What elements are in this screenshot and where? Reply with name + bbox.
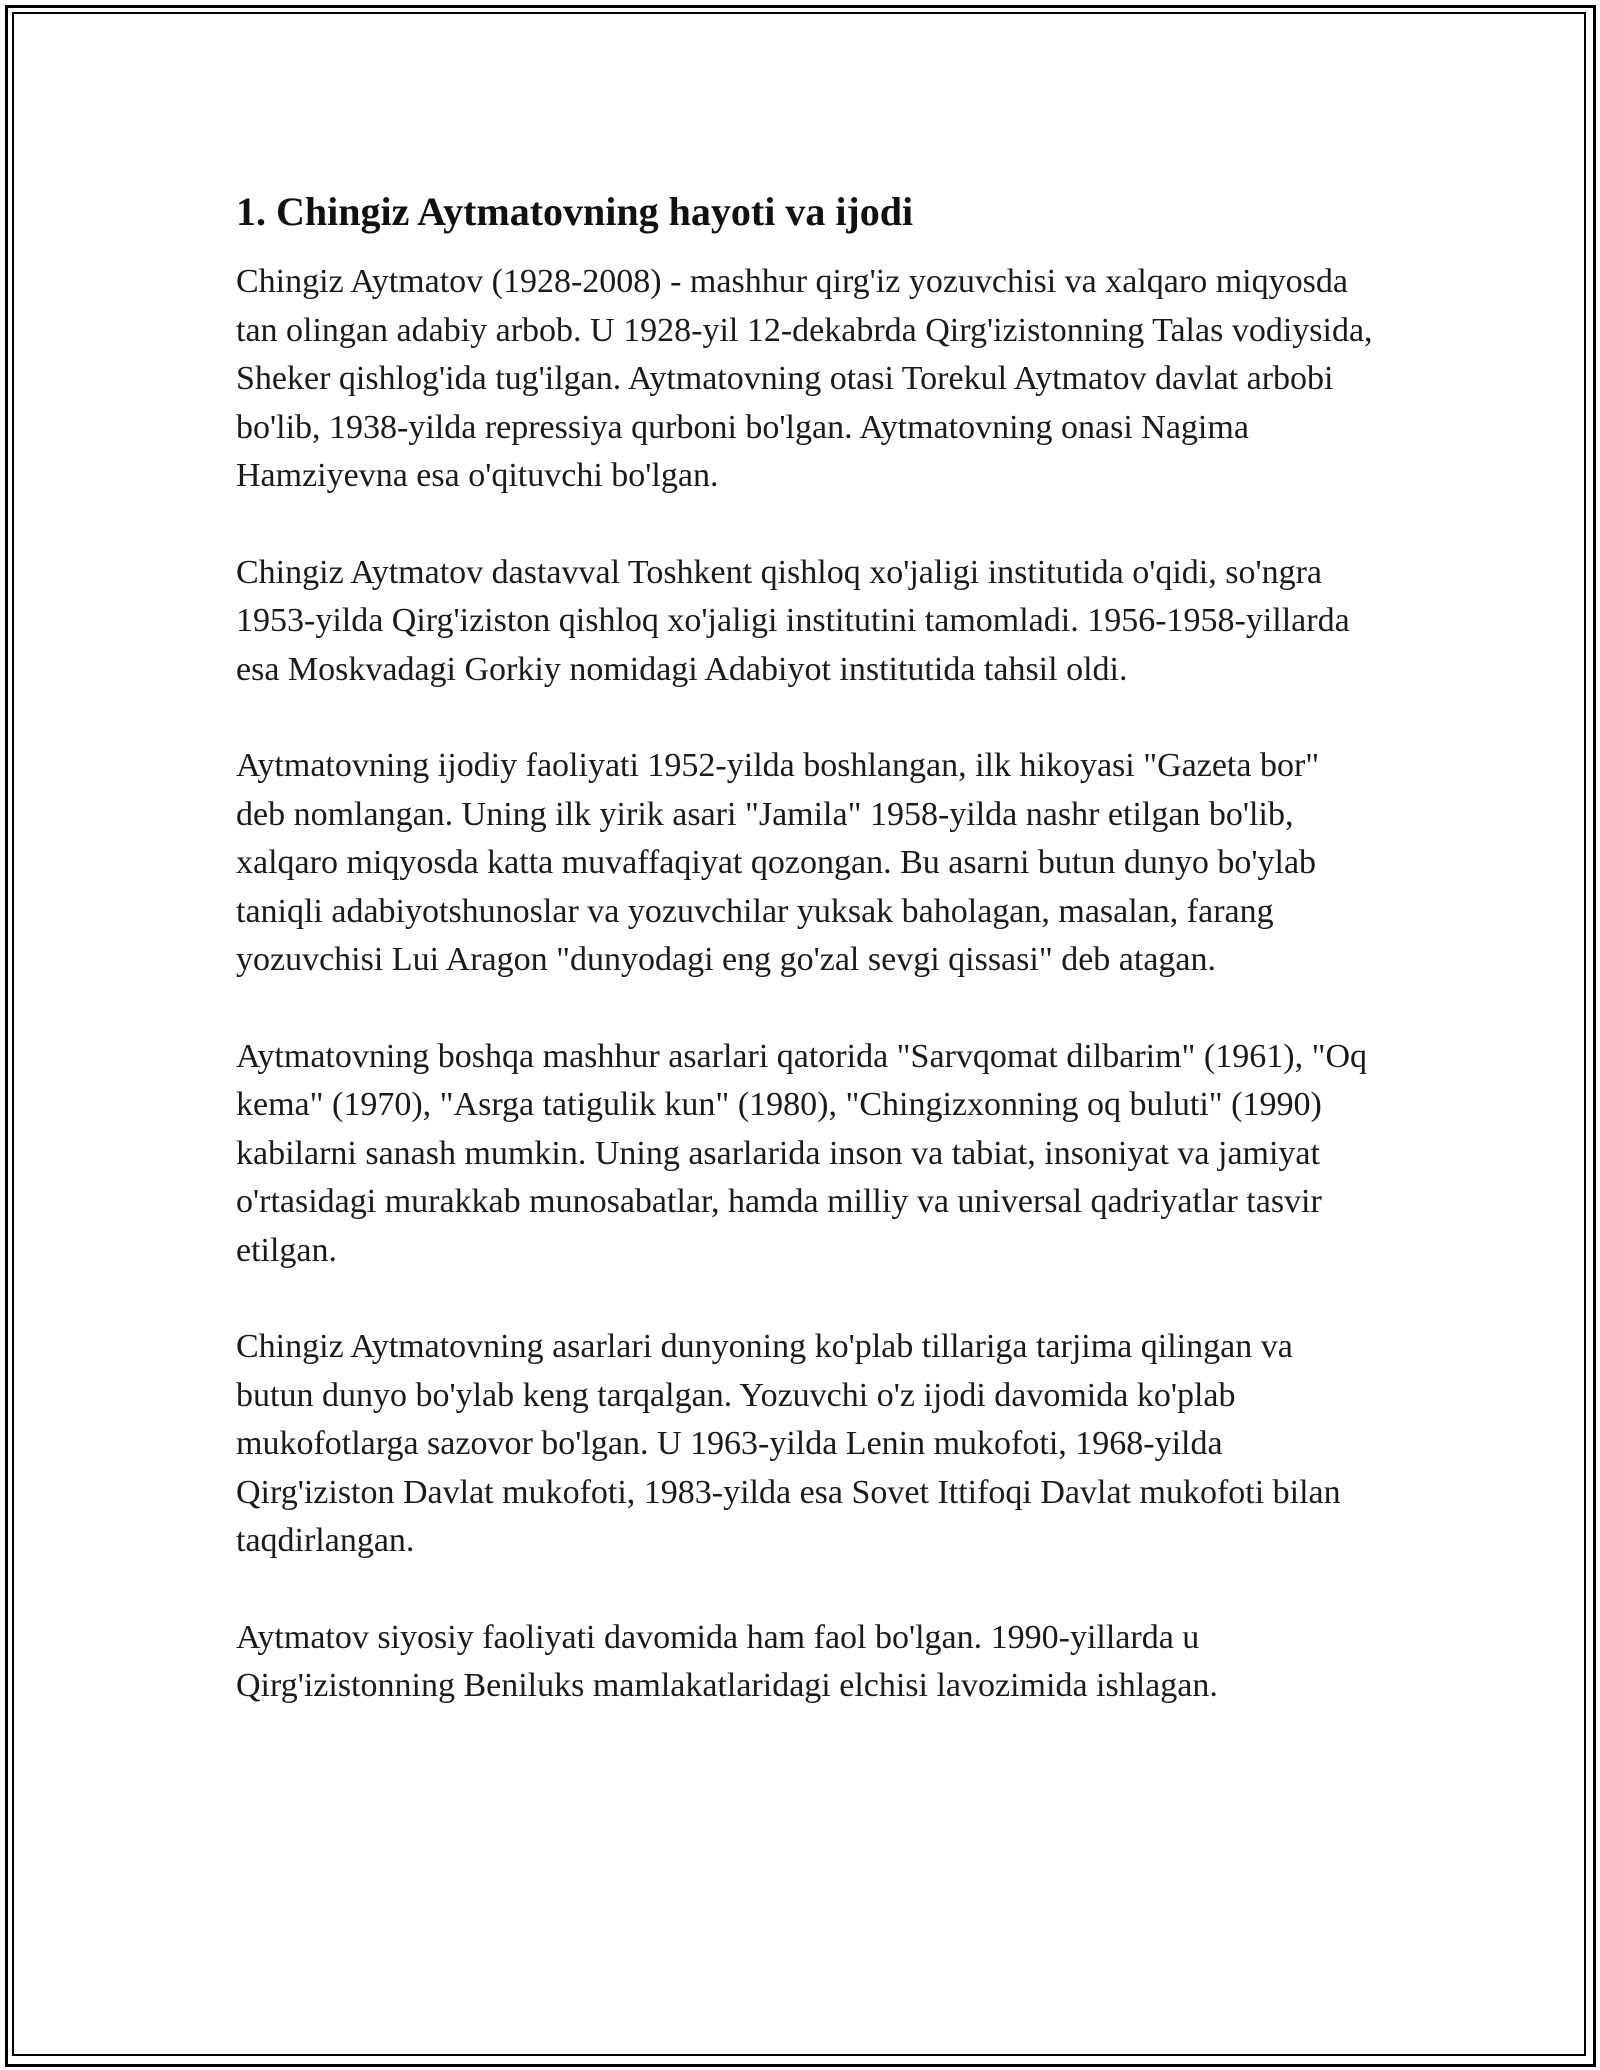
paragraph-biography: Chingiz Aytmatov (1928-2008) - mashhur qirg'iz yozuvchisi va xalqaro miqyosda tan olingan adabiy arbob. U 1928-yil 12-dekabrda Qirg'izistonning Talas vodiysida, Sheker qishlog'ida tug'ilgan. Aytmatovning otasi Torekul Aytmatov davlat arbobi bo'lib, 1938-yilda repressiya qurboni bo'lgan. Aytmatovning onasi Nagima Hamziyevna esa o'qituvchi bo'lgan.: [236, 263, 1373, 494]
paragraph-awards: Chingiz Aytmatovning asarlari dunyoning ko'plab tillariga tarjima qilingan va butun dunyo bo'ylab keng tarqalgan. Yozuvchi o'z ijodi davomida ko'plab mukofotlarga sazovor bo'lgan. U 1963-yilda Lenin mukofoti, 1968-yilda Qirg'iziston Davlat mukofoti, 1983-yilda esa Sovet Ittifoqi Davlat mukofoti bilan taqdirlangan.: [236, 1328, 1341, 1559]
paragraph-early-career: Aytmatovning ijodiy faoliyati 1952-yilda boshlangan, ilk hikoyasi "Gazeta bor" deb nomlangan. Uning ilk yirik asari "Jamila" 1958-yilda nashr etilgan bo'lib, xalqaro miqyosda katta muvaffaqiyat qozongan. Bu asarni butun dunyo bo'ylab taniqli adabiyotshunoslar va yozuvchilar yuksak baholagan, masalan, farang yozuvchisi Lui Aragon "dunyodagi eng go'zal sevgi qissasi" deb atagan.: [236, 747, 1320, 978]
document-body: [236, 186, 1376, 1759]
paragraph-education: Chingiz Aytmatov dastavval Toshkent qishloq xo'jaligi institutida o'qidi, so'ngra 1953-yilda Qirg'iziston qishloq xo'jaligi institutini tamomladi. 1956-1958-yillarda esa Moskvadagi Gorkiy nomidagi Adabiyot institutida tahsil oldi.: [236, 553, 1350, 688]
paragraph-political-career: Aytmatov siyosiy faoliyati davomida ham faol bo'lgan. 1990-yillarda u Qirg'izistonning Beniluks mamlakatlaridagi elchisi lavozimida ishlagan.: [236, 1618, 1218, 1704]
paragraph-major-works: Aytmatovning boshqa mashhur asarlari qatorida "Sarvqomat dilbarim" (1961), "Oq kema" (1970), "Asrga tatigulik kun" (1980), "Chingizxonning oq buluti" (1990) kabilarni sanash mumkin. Uning asarlarida inson va tabiat, insoniyat va jamiyat o'rtasidagi murakkab munosabatlar, hamda milliy va universal qadriyatlar tasvir etilgan.: [236, 1037, 1367, 1269]
section-heading: 1. Chingiz Aytmatovning hayoti va ijodi: [236, 189, 914, 234]
